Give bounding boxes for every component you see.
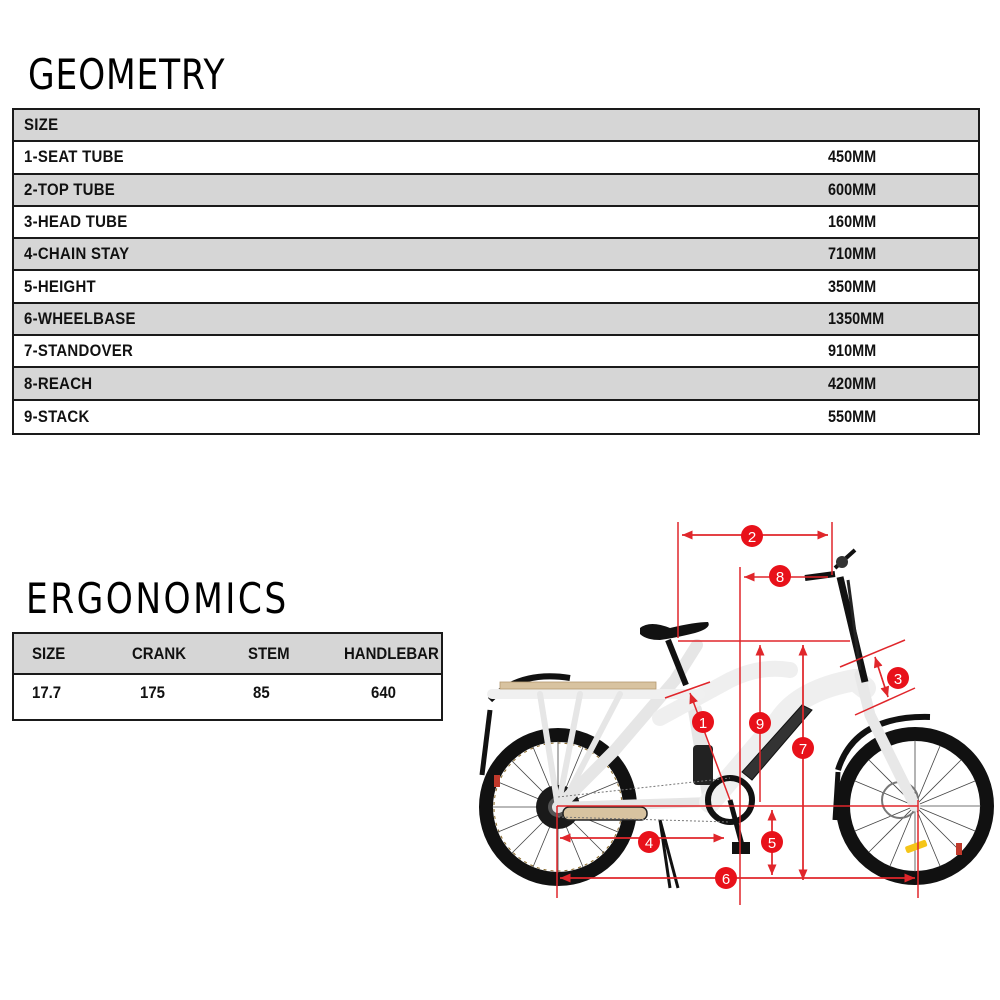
rear-deck [500,682,656,689]
table-row [14,175,978,207]
header-crank: CRANK [132,643,187,663]
size-header: SIZE [24,115,59,135]
marker-7 [792,737,814,759]
geometry-title: GEOMETRY [28,50,226,99]
row-label: 7-STANDOVER [24,341,134,361]
row-label: 5-HEIGHT [24,276,96,296]
row-value: 550MM [828,406,877,426]
row-value: 420MM [828,373,877,393]
header-handlebar: HANDLEBAR [344,643,439,663]
geometry-header-row [14,110,978,142]
controller [693,745,713,785]
marker-3 [887,667,909,689]
marker-1 [692,711,714,733]
row-value: 710MM [828,244,877,264]
row-value: 910MM [828,341,877,361]
saddle-icon [640,622,709,640]
svg-text:4: 4 [644,835,654,852]
svg-text:3: 3 [893,671,903,688]
row-value: 1350MM [828,308,885,328]
marker-4 [638,831,660,853]
header-stem: STEM [248,643,290,663]
row-label: 1-SEAT TUBE [24,147,124,167]
table-row [14,271,978,303]
row-label: 6-WHEELBASE [24,308,136,328]
bike-geometry-diagram [460,510,1000,910]
svg-text:7: 7 [798,741,808,758]
table-row [14,304,978,336]
table-row [14,142,978,174]
value-handlebar: 640 [371,683,396,702]
svg-text:6: 6 [721,871,731,888]
row-value: 350MM [828,276,877,296]
svg-text:8: 8 [775,569,785,586]
marker-5 [761,831,783,853]
svg-text:2: 2 [747,529,757,546]
svg-text:1: 1 [698,715,708,732]
row-label: 8-REACH [24,373,93,393]
row-value: 160MM [828,212,877,232]
row-value: 600MM [828,179,877,199]
ergonomics-title: ERGONOMICS [26,574,289,623]
value-crank: 175 [140,683,165,702]
value-size: 17.7 [32,683,62,702]
svg-text:9: 9 [755,716,765,733]
header-size: SIZE [32,643,66,663]
table-row [14,239,978,271]
geometry-table [12,108,980,435]
table-row [14,336,978,368]
row-value: 450MM [828,147,877,167]
row-label: 2-TOP TUBE [24,179,116,199]
footboard [563,807,647,820]
row-label: 4-CHAIN STAY [24,244,130,264]
row-label: 3-HEAD TUBE [24,212,128,232]
marker-8 [769,565,791,587]
row-label: 9-STACK [24,406,90,426]
marker-9 [749,712,771,734]
ergonomics-data-row [14,675,441,719]
marker-6 [715,867,737,889]
ergonomics-header-row [14,634,441,675]
table-row [14,207,978,239]
marker-2 [741,525,763,547]
table-row [14,401,978,433]
svg-text:5: 5 [767,835,777,852]
table-row [14,368,978,400]
ergonomics-table [12,632,443,721]
value-stem: 85 [253,683,270,702]
